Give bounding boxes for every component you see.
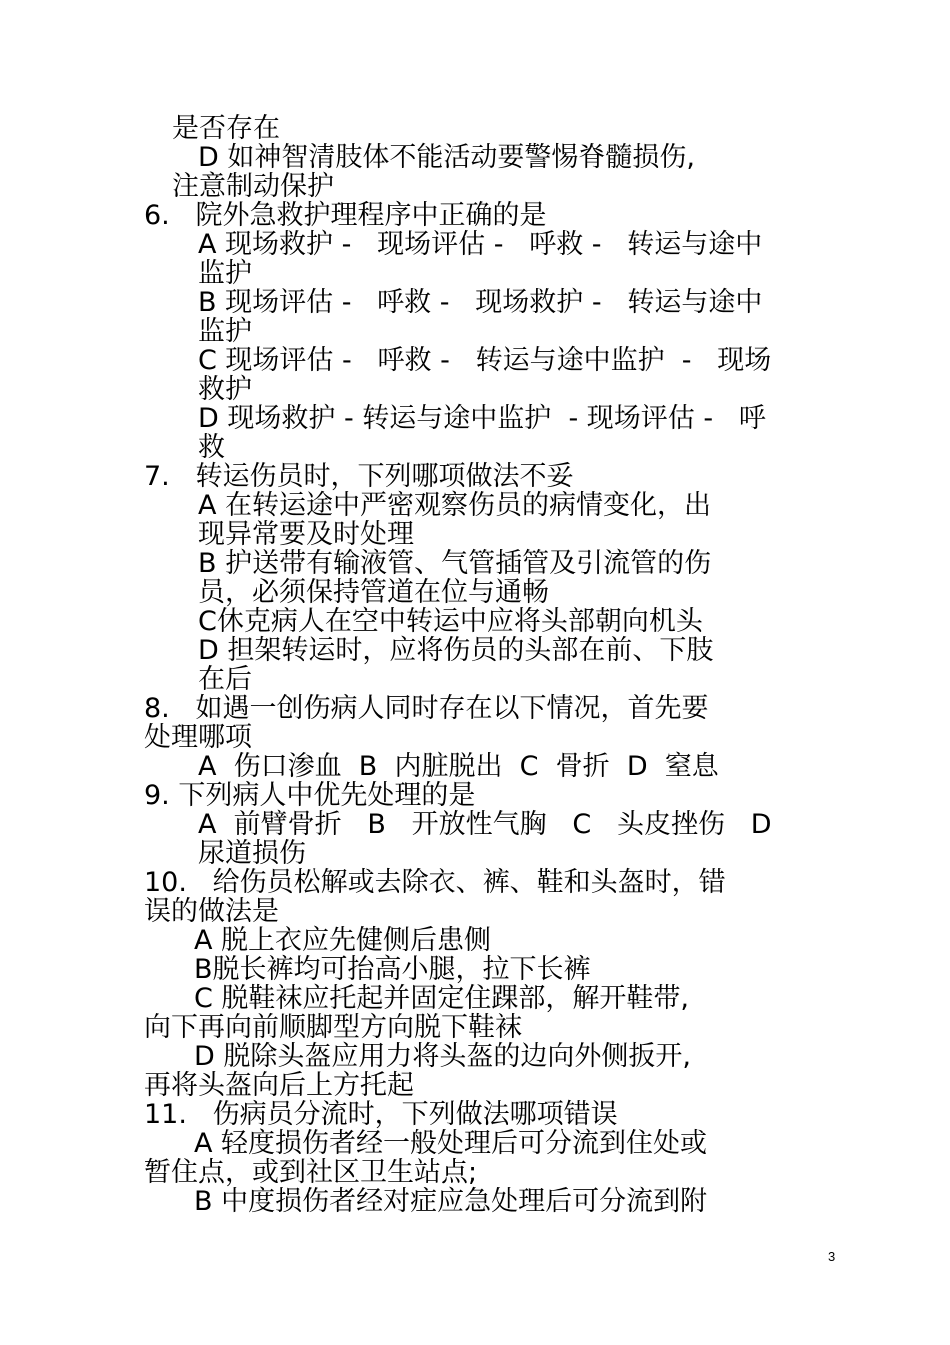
- question-8-stem: 处理哪项: [144, 722, 252, 753]
- option-line: A 现场救护 - 现场评估 - 呼救 - 转运与途中: [198, 229, 763, 260]
- option-line: D 担架转运时，应将伤员的头部在前、下肢: [198, 635, 714, 666]
- option-line: A 轻度损伤者经一般处理后可分流到住处或: [194, 1128, 708, 1159]
- question-8-stem: 8. 如遇一创伤病人同时存在以下情况，首先要: [144, 693, 709, 724]
- option-line: D 现场救护 - 转运与途中监护 - 现场评估 - 呼: [198, 403, 766, 434]
- question-6-stem: 6. 院外急救护理程序中正确的是: [144, 200, 547, 231]
- question-9-stem: 9. 下列病人中优先处理的是: [144, 780, 476, 811]
- option-line: 监护: [198, 258, 252, 289]
- option-line: D 脱除头盔应用力将头盔的边向外侧扳开,: [194, 1041, 691, 1072]
- option-line: 救: [198, 432, 225, 463]
- page-number: 3: [828, 1249, 836, 1264]
- option-line: A 前臂骨折 B 开放性气胸 C 头皮挫伤 D: [198, 809, 772, 840]
- text-line: 是否存在: [172, 113, 280, 144]
- option-line: C休克病人在空中转运中应将头部朝向机头: [198, 606, 703, 637]
- option-line: B 中度损伤者经对症应急处理后可分流到附: [194, 1186, 708, 1217]
- option-line: 暂住点，或到社区卫生站点;: [144, 1157, 478, 1188]
- text-line: 注意制动保护: [172, 171, 334, 202]
- option-line: C 现场评估 - 呼救 - 转运与途中监护 - 现场: [198, 345, 772, 376]
- option-line: 现异常要及时处理: [198, 519, 414, 550]
- option-line: 向下再向前顺脚型方向脱下鞋袜: [144, 1012, 522, 1043]
- question-11-stem: 11. 伤病员分流时，下列做法哪项错误: [144, 1099, 618, 1130]
- question-10-stem: 误的做法是: [144, 896, 279, 927]
- option-line: C 脱鞋袜应托起并固定住踝部，解开鞋带,: [194, 983, 690, 1014]
- option-line: 监护: [198, 316, 252, 347]
- option-line: 再将头盔向后上方托起: [144, 1070, 414, 1101]
- option-line: A 脱上衣应先健侧后患侧: [194, 925, 492, 956]
- option-line: A 伤口渗血 B 内脏脱出 C 骨折 D 窒息: [198, 751, 719, 782]
- option-line: B 现场评估 - 呼救 - 现场救护 - 转运与途中: [198, 287, 763, 318]
- question-10-stem: 10. 给伤员松解或去除衣、裤、鞋和头盔时，错: [144, 867, 726, 898]
- option-line: 尿道损伤: [198, 838, 306, 869]
- option-line: 救护: [198, 374, 252, 405]
- option-line: 员，必须保持管道在位与通畅: [198, 577, 549, 608]
- question-7-stem: 7. 转运伤员时，下列哪项做法不妥: [144, 461, 574, 492]
- option-line: B 护送带有输液管、气管插管及引流管的伤: [198, 548, 712, 579]
- text-line: D 如神智清肢体不能活动要警惕脊髓损伤,: [198, 142, 695, 173]
- option-line: B脱长裤均可抬高小腿，拉下长裤: [194, 954, 591, 985]
- option-line: 在后: [198, 664, 252, 695]
- option-line: A 在转运途中严密观察伤员的病情变化，出: [198, 490, 712, 521]
